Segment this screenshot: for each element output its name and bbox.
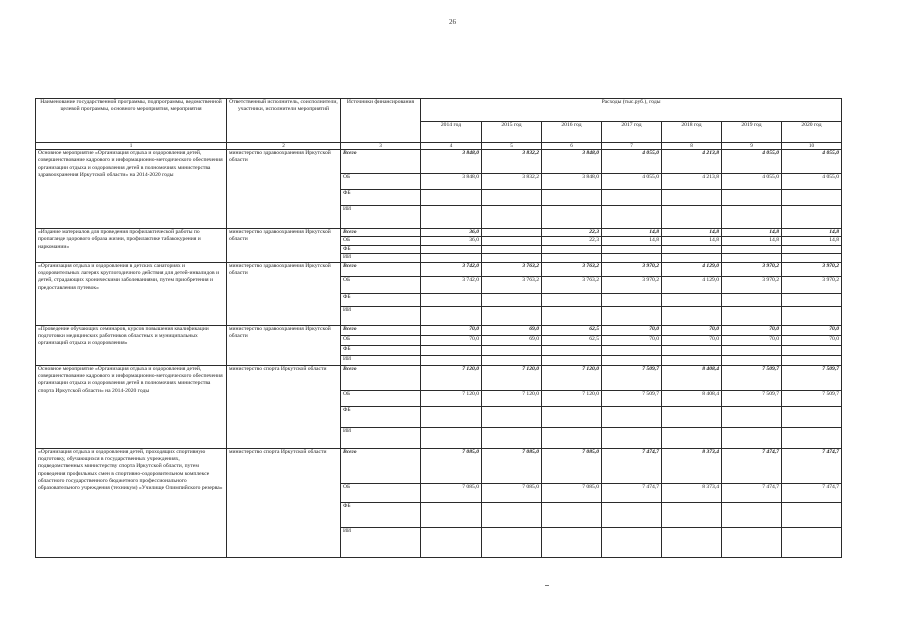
expense-value [662,427,722,448]
expense-value: 22,3 [542,229,602,237]
expense-value: 4 055,0 [722,174,782,190]
expense-value: 62,5 [542,335,602,345]
expense-value [421,527,482,557]
funding-source: ФБ [341,345,421,355]
expense-value [482,345,542,355]
expense-value: 3 763,2 [542,276,602,293]
expense-value: 7 085,0 [482,483,542,502]
bottom-dash [545,585,549,586]
expense-value: 70,0 [602,335,662,345]
expense-value: 3 848,0 [542,150,602,174]
expense-value: 8 408,4 [662,365,722,390]
table-body [36,150,842,558]
expense-value: 7 509,7 [782,365,842,390]
expense-value [782,427,842,448]
expense-value [542,190,602,206]
expense-value: 7 474,7 [782,448,842,483]
expense-value: 3 742,0 [421,262,482,276]
column-number: 9 [722,143,782,150]
expense-value [482,237,542,245]
expense-value [421,245,482,253]
expense-value: 7 120,0 [542,390,602,406]
expense-value [421,254,482,262]
executor: министерство здравоохранения Иркутской области [227,262,341,325]
expense-value [782,406,842,427]
page-number: 26 [449,18,456,26]
expense-value: 4 213,8 [662,150,722,174]
expense-value: 70,0 [602,325,662,335]
expense-value [782,190,842,206]
expense-value: 3 848,0 [421,150,482,174]
expense-value [722,254,782,262]
column-number: 4 [421,143,482,150]
expense-value [722,502,782,527]
expense-value: 3 970,2 [782,276,842,293]
expense-value: 3 970,2 [722,262,782,276]
funding-source: ИИ [341,427,421,448]
expense-value: 14,8 [782,237,842,245]
activity-name: Основное мероприятие «Организация отдыха и оздоровления детей, совершенствование кадрового и информационно-методического обеспечения организации отдыха и оздоровления детей в полномочиях министерства спорта Иркутской области» на 2014-2020 годы [36,365,227,448]
expense-value [602,306,662,325]
expense-value: 7 509,7 [602,390,662,406]
funding-source: ИИ [341,254,421,262]
expense-value [602,190,662,206]
expense-value: 69,0 [482,335,542,345]
expense-value [662,206,722,229]
header-name: Наименование государственной программы, подпрограммы, ведомственной целевой программы, основного мероприятия, мероприятия [36,99,227,143]
expense-value: 3 970,2 [602,262,662,276]
funding-source: Всего [341,262,421,276]
funding-source: Всего [341,325,421,335]
header-year: 2016 год [542,122,602,143]
expense-value: 62,5 [542,325,602,335]
expense-value: 4 129,0 [662,276,722,293]
activity-name: Основное мероприятие «Организация отдыха и оздоровления детей, совершенствование кадрового и информационно-методического обеспечения организации отдыха и оздоровления детей в полномочиях министерства здравоохранения Иркутской области» на 2014-2020 годы [36,150,227,229]
funding-source: ОБ [341,276,421,293]
expense-value [602,527,662,557]
expense-value [542,293,602,306]
expense-value: 8 373,4 [662,448,722,483]
expense-value: 70,0 [782,325,842,335]
expense-value: 4 055,0 [782,150,842,174]
funding-source: ФБ [341,502,421,527]
expense-value: 70,0 [722,325,782,335]
expense-value: 14,8 [722,237,782,245]
executor: министерство здравоохранения Иркутской области [227,229,341,263]
expense-value: 7 120,0 [482,365,542,390]
expense-value: 7 085,0 [542,448,602,483]
expense-value: 3 848,0 [542,174,602,190]
expense-value: 4 055,0 [602,150,662,174]
activity-name: «Проведение обучающих семинаров, курсов повышения квалификации подготовки медицинских работников областных и муниципальных организаций отдыха и оздоровления» [36,325,227,365]
expense-value [542,406,602,427]
funding-source: Всего [341,365,421,390]
expense-value [782,254,842,262]
expense-value [602,254,662,262]
expense-value: 7 085,0 [421,483,482,502]
expense-value: 7 474,7 [722,448,782,483]
expense-value [782,355,842,365]
expense-value [782,502,842,527]
expense-value [722,293,782,306]
expense-value: 14,8 [602,229,662,237]
table-row [36,365,842,390]
column-number: 10 [782,143,842,150]
expense-value [421,306,482,325]
expense-value: 4 055,0 [782,174,842,190]
expense-value [602,206,662,229]
expense-value: 22,3 [542,237,602,245]
expense-value [662,306,722,325]
expense-value: 7 474,7 [722,483,782,502]
executor: министерство здравоохранения Иркутской области [227,150,341,229]
header-source: Источники финансирования [341,99,421,143]
executor: министерство спорта Иркутской области [227,365,341,448]
expense-value: 4 055,0 [722,150,782,174]
expense-value: 4 129,0 [662,262,722,276]
expense-value: 7 085,0 [421,448,482,483]
expense-value: 14,8 [602,237,662,245]
header-year: 2018 год [662,122,722,143]
expense-value [722,406,782,427]
expense-value: 7 120,0 [482,390,542,406]
header-year: 2017 год [602,122,662,143]
expense-value [662,245,722,253]
expense-value: 3 970,2 [782,262,842,276]
activity-name: «Издание материалов для проведения профилактической работы по пропаганде здорового образа жизни, профилактике табакокурения и наркомании» [36,229,227,263]
expense-value [722,345,782,355]
expense-value [421,355,482,365]
expense-value [602,502,662,527]
expense-value [602,355,662,365]
executor: министерство спорта Иркутской области [227,448,341,557]
expense-value [542,527,602,557]
column-number: 8 [662,143,722,150]
expense-value: 3 848,0 [421,174,482,190]
expense-value [482,229,542,237]
expense-value [722,355,782,365]
column-number: 2 [227,143,341,150]
expense-value [662,355,722,365]
expense-value [782,527,842,557]
table-row [36,448,842,483]
expense-value [722,527,782,557]
executor: министерство здравоохранения Иркутской области [227,325,341,365]
column-number: 7 [602,143,662,150]
expense-value [782,245,842,253]
expense-value [482,502,542,527]
funding-source: ФБ [341,245,421,253]
expense-value: 7 474,7 [782,483,842,502]
expense-value [602,245,662,253]
expense-value: 7 474,7 [602,483,662,502]
table-row [36,325,842,335]
column-number: 6 [542,143,602,150]
header-year: 2014 год [421,122,482,143]
expense-value [482,293,542,306]
expense-value [602,406,662,427]
funding-source: ОБ [341,483,421,502]
expense-value [542,345,602,355]
expense-value: 3 970,2 [602,276,662,293]
expense-value: 36,0 [421,237,482,245]
table-row [36,229,842,237]
expense-value [482,427,542,448]
expense-value [662,345,722,355]
expense-value [482,406,542,427]
table-row [36,262,842,276]
expense-value: 3 763,2 [482,276,542,293]
column-number: 3 [341,143,421,150]
expense-value [602,427,662,448]
expense-value: 70,0 [662,325,722,335]
expense-value [421,293,482,306]
expense-value: 3 832,2 [482,174,542,190]
expense-value: 7 120,0 [542,365,602,390]
expense-value [482,190,542,206]
expense-value [722,206,782,229]
expense-value [602,345,662,355]
funding-source: ОБ [341,335,421,345]
expense-value: 7 509,7 [722,365,782,390]
expense-value [662,406,722,427]
funding-source: Всего [341,448,421,483]
expense-value [722,427,782,448]
expense-value [542,427,602,448]
expense-value: 70,0 [662,335,722,345]
expense-value [782,306,842,325]
budget-table [35,98,842,558]
funding-source: Всего [341,229,421,237]
expense-value: 14,8 [722,229,782,237]
expense-value: 70,0 [782,335,842,345]
expense-value [482,355,542,365]
funding-source: ОБ [341,390,421,406]
funding-source: ФБ [341,293,421,306]
expense-value: 3 832,2 [482,150,542,174]
expense-value [662,190,722,206]
expense-value [722,190,782,206]
funding-source: ИИ [341,355,421,365]
expense-value [421,427,482,448]
expense-value [722,306,782,325]
expense-value: 70,0 [421,335,482,345]
expense-value [542,254,602,262]
expense-value [782,293,842,306]
funding-source: ИИ [341,527,421,557]
expense-value [662,502,722,527]
expense-value [421,206,482,229]
expense-value: 69,0 [482,325,542,335]
expense-value [662,527,722,557]
header-executor: Ответственный исполнитель, соисполнители, участники, исполнители мероприятий [227,99,341,143]
funding-source: Всего [341,150,421,174]
funding-source: ФБ [341,406,421,427]
expense-value: 8 408,4 [662,390,722,406]
expense-value: 7 509,7 [602,365,662,390]
expense-value: 36,0 [421,229,482,237]
funding-source: ИИ [341,206,421,229]
table-row [36,150,842,174]
expense-value [482,527,542,557]
expense-value [542,245,602,253]
expense-value: 7 509,7 [782,390,842,406]
expense-value [482,206,542,229]
expense-value: 14,8 [662,229,722,237]
expense-value [662,254,722,262]
expense-value: 70,0 [722,335,782,345]
expense-value: 3 742,0 [421,276,482,293]
expense-value [662,293,722,306]
funding-source: ИИ [341,306,421,325]
header-year: 2019 год [722,122,782,143]
funding-source: ФБ [341,190,421,206]
expense-value [602,293,662,306]
expense-value: 3 763,2 [482,262,542,276]
expense-value: 70,0 [421,325,482,335]
expense-value [421,502,482,527]
column-number: 5 [482,143,542,150]
expense-value: 14,8 [662,237,722,245]
expense-value [542,355,602,365]
header-year: 2020 год [782,122,842,143]
expense-value [482,254,542,262]
funding-source: ОБ [341,237,421,245]
expense-value [542,206,602,229]
expense-value [482,306,542,325]
expense-value: 7 085,0 [542,483,602,502]
header-expenses: Расходы (тыс.руб.), годы [421,99,842,122]
activity-name: «Организация отдыха и оздоровления в детских санаториях и оздоровительных лагерях круглогодичного действия для детей-инвалидов и детей, страдающих хроническими заболеваниями, путем приобретения и предоставления путевок» [36,262,227,325]
expense-value: 7 085,0 [482,448,542,483]
column-number: 1 [36,143,227,150]
activity-name: «Организация отдыха и оздоровления детей, проходящих спортивную подготовку, обучающихся в государственных учреждениях, подведомственных министерству спорта Иркутской области, путем проведения профильных смен в спортивно-оздоровительном комплексе областного государственного бюджетного профессионального образовательного учреждения (техникум) «Училище Олимпийского резерва» [36,448,227,557]
expense-value [722,245,782,253]
expense-value [421,190,482,206]
expense-value: 7 474,7 [602,448,662,483]
expense-value: 8 373,4 [662,483,722,502]
expense-value: 3 970,2 [722,276,782,293]
expense-value: 7 120,0 [421,390,482,406]
expense-value [421,406,482,427]
expense-value [542,502,602,527]
expense-value [482,245,542,253]
funding-source: ОБ [341,174,421,190]
expense-value: 4 055,0 [602,174,662,190]
expense-value: 7 120,0 [421,365,482,390]
expense-value: 7 509,7 [722,390,782,406]
expense-value [421,345,482,355]
expense-value [782,206,842,229]
header-year: 2015 год [482,122,542,143]
column-number-row [36,143,842,150]
expense-value: 3 763,2 [542,262,602,276]
expense-value [542,306,602,325]
expense-value: 4 213,8 [662,174,722,190]
expense-value [782,345,842,355]
expense-value: 14,8 [782,229,842,237]
